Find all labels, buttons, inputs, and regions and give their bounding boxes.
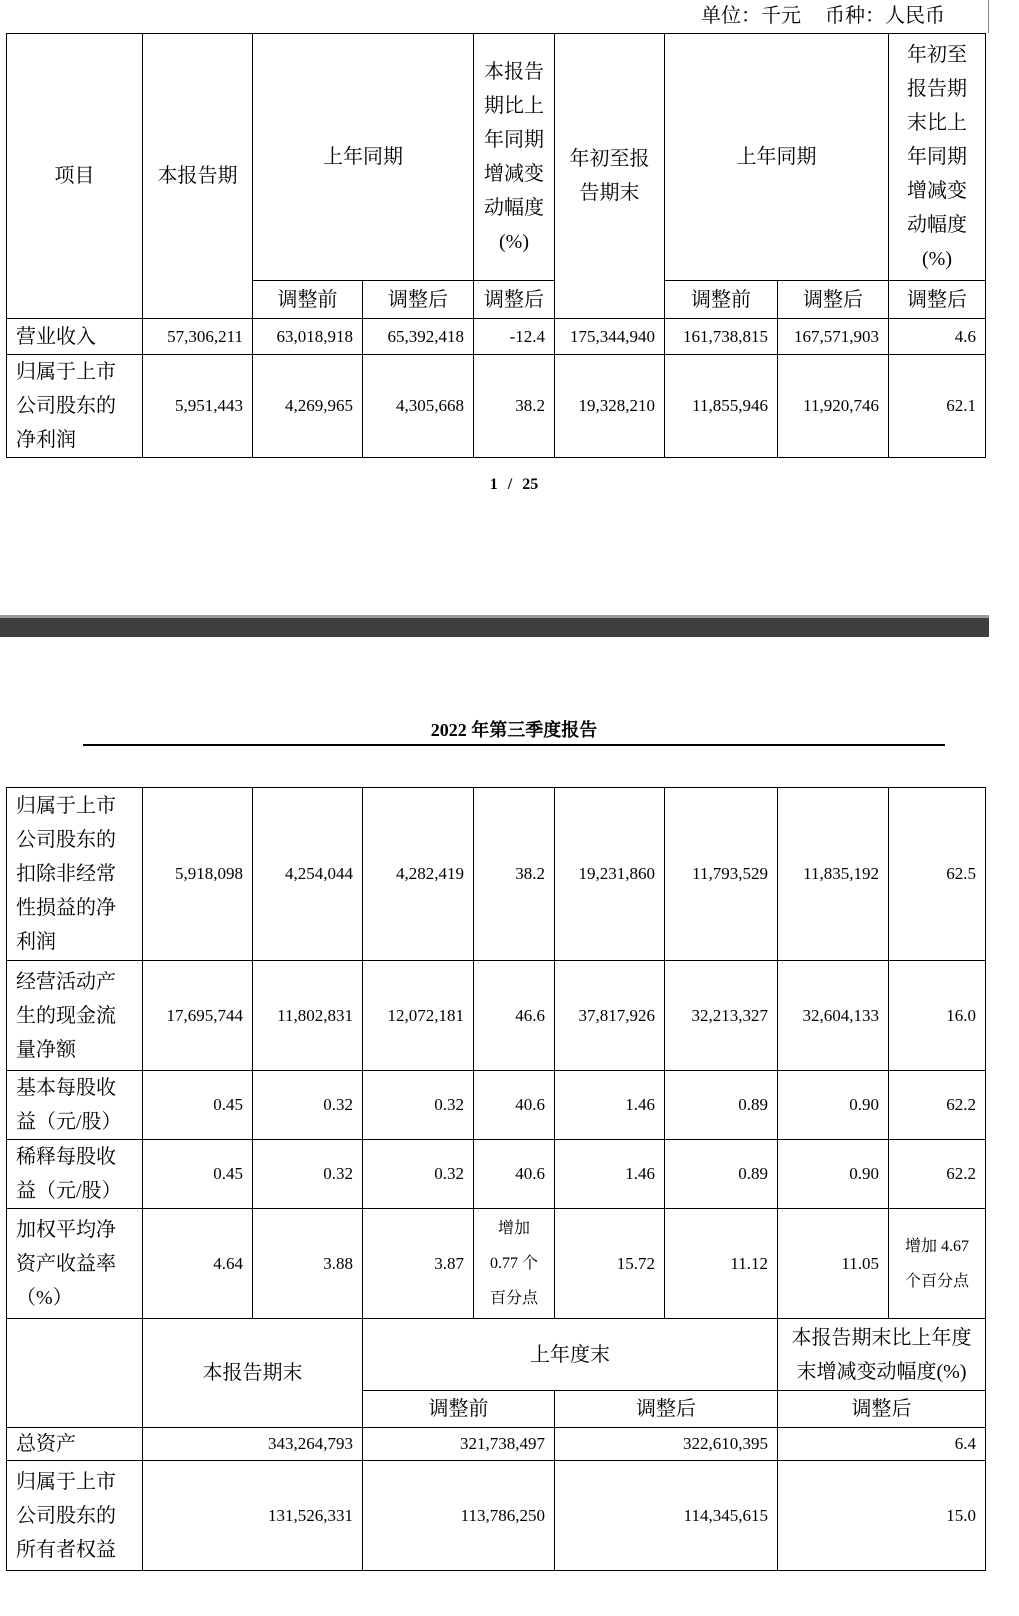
header-period-end-change: 本报告期末比上年度 末增减变动幅度(%) <box>778 1319 986 1391</box>
page-edge <box>988 0 989 33</box>
currency-label: 币种：人民币 <box>825 5 945 27</box>
value-cell: 4.6 <box>889 319 986 355</box>
table-row <box>7 961 986 1071</box>
sub-header-before-adjustment: 调整前 <box>665 281 778 319</box>
table-row <box>7 355 986 458</box>
header-current-period: 本报告期 <box>143 34 253 319</box>
value-cell: 63,018,918 <box>253 319 363 355</box>
value-cell: 161,738,815 <box>665 319 778 355</box>
header-prior-year-end: 上年度末 <box>363 1319 778 1391</box>
value-cell: 0.32 <box>363 1071 474 1140</box>
row-label: 归属于上市 公司股东的 扣除非经常 性损益的净 利润 <box>7 788 143 961</box>
value-cell: 38.2 <box>474 788 555 961</box>
value-cell: 4,269,965 <box>253 355 363 458</box>
row-label: 经营活动产 生的现金流 量净额 <box>7 961 143 1071</box>
table-row <box>7 1428 986 1461</box>
sub-header-after-adjustment: 调整后 <box>363 281 474 319</box>
value-cell: 40.6 <box>474 1071 555 1140</box>
table-row <box>7 1140 986 1209</box>
header-row <box>7 34 986 281</box>
row-label: 加权平均净 资产收益率 （%） <box>7 1209 143 1319</box>
header-item: 项目 <box>7 34 143 319</box>
table-row <box>7 1071 986 1140</box>
value-cell: 62.2 <box>889 1140 986 1209</box>
value-cell: 38.2 <box>474 355 555 458</box>
page-number: 1 / 25 <box>489 476 539 493</box>
report-title: 2022 年第三季度报告 <box>430 720 598 740</box>
value-cell: 1.46 <box>555 1140 665 1209</box>
value-cell: 37,817,926 <box>555 961 665 1071</box>
value-cell: 62.1 <box>889 355 986 458</box>
value-cell: 0.89 <box>665 1071 778 1140</box>
value-cell: 5,951,443 <box>143 355 253 458</box>
value-cell: 0.90 <box>778 1071 889 1140</box>
table-row <box>7 319 986 355</box>
value-cell: 40.6 <box>474 1140 555 1209</box>
row-label: 总资产 <box>7 1428 143 1461</box>
value-cell: 0.90 <box>778 1140 889 1209</box>
value-cell: 19,231,860 <box>555 788 665 961</box>
value-cell: 32,213,327 <box>665 961 778 1071</box>
value-cell: 62.2 <box>889 1071 986 1140</box>
header-current-change: 本报告 期比上 年同期 增减变 动幅度 (%) <box>474 34 555 281</box>
value-cell: 4,305,668 <box>363 355 474 458</box>
value-cell: 4,254,044 <box>253 788 363 961</box>
value-cell: 0.32 <box>253 1071 363 1140</box>
row-label: 营业收入 <box>7 319 143 355</box>
value-cell: 46.6 <box>474 961 555 1071</box>
value-cell: 0.32 <box>363 1140 474 1209</box>
value-cell: 3.87 <box>363 1209 474 1319</box>
value-cell: 322,610,395 <box>555 1428 778 1461</box>
sub-header-after-adjustment: 调整后 <box>474 281 555 319</box>
title-underline <box>83 744 945 746</box>
header-prior-ytd: 上年同期 <box>665 34 889 281</box>
value-cell: 0.45 <box>143 1140 253 1209</box>
balance-header-blank <box>7 1319 143 1428</box>
value-cell: 11,793,529 <box>665 788 778 961</box>
header-ytd: 年初至报 告期末 <box>555 34 665 319</box>
value-cell: 4.64 <box>143 1209 253 1319</box>
value-cell: 11,802,831 <box>253 961 363 1071</box>
value-cell: 5,918,098 <box>143 788 253 961</box>
unit-label: 单位：千元 <box>701 5 801 27</box>
key-financial-data-table-part1 <box>6 33 986 458</box>
table-row <box>7 788 986 961</box>
value-cell: 3.88 <box>253 1209 363 1319</box>
value-cell: 11,855,946 <box>665 355 778 458</box>
row-label: 稀释每股收 益（元/股） <box>7 1140 143 1209</box>
sub-header-before-adjustment: 调整前 <box>253 281 363 319</box>
value-cell: 11.12 <box>665 1209 778 1319</box>
value-cell: 11.05 <box>778 1209 889 1319</box>
table-row <box>7 1461 986 1571</box>
value-cell: 12,072,181 <box>363 961 474 1071</box>
value-cell: 57,306,211 <box>143 319 253 355</box>
header-prior-same-period: 上年同期 <box>253 34 474 281</box>
value-cell: 0.45 <box>143 1071 253 1140</box>
value-cell: 15.72 <box>555 1209 665 1319</box>
value-cell: 19,328,210 <box>555 355 665 458</box>
header-ytd-change: 年初至 报告期 末比上 年同期 增减变 动幅度 (%) <box>889 34 986 281</box>
value-cell: 321,738,497 <box>363 1428 555 1461</box>
value-cell: 17,695,744 <box>143 961 253 1071</box>
page-separator <box>0 615 989 637</box>
value-cell: 175,344,940 <box>555 319 665 355</box>
header-period-end: 本报告期末 <box>143 1319 363 1428</box>
value-cell: 131,526,331 <box>143 1461 363 1571</box>
value-cell: 32,604,133 <box>778 961 889 1071</box>
value-cell: 16.0 <box>889 961 986 1071</box>
row-label: 基本每股收 益（元/股） <box>7 1071 143 1140</box>
value-cell: 167,571,903 <box>778 319 889 355</box>
value-cell: -12.4 <box>474 319 555 355</box>
value-cell: 114,345,615 <box>555 1461 778 1571</box>
sub-header-before-adjustment: 调整前 <box>363 1391 555 1428</box>
value-cell: 343,264,793 <box>143 1428 363 1461</box>
sub-header-after-adjustment: 调整后 <box>778 281 889 319</box>
value-cell: 4,282,419 <box>363 788 474 961</box>
value-cell: 增加 0.77 个 百分点 <box>474 1209 555 1319</box>
value-cell: 0.89 <box>665 1140 778 1209</box>
balance-header-row <box>7 1319 986 1391</box>
sub-header-after-adjustment: 调整后 <box>555 1391 778 1428</box>
sub-header-after-adjustment: 调整后 <box>778 1391 986 1428</box>
value-cell: 增加 4.67 个百分点 <box>889 1209 986 1319</box>
value-cell: 15.0 <box>778 1461 986 1571</box>
row-label: 归属于上市 公司股东的 所有者权益 <box>7 1461 143 1571</box>
key-financial-data-table-part2 <box>6 787 986 1571</box>
value-cell: 1.46 <box>555 1071 665 1140</box>
value-cell: 11,920,746 <box>778 355 889 458</box>
value-cell: 0.32 <box>253 1140 363 1209</box>
value-cell: 11,835,192 <box>778 788 889 961</box>
row-label: 归属于上市 公司股东的 净利润 <box>7 355 143 458</box>
value-cell: 6.4 <box>778 1428 986 1461</box>
value-cell: 113,786,250 <box>363 1461 555 1571</box>
unit-currency-note <box>701 3 945 29</box>
value-cell: 62.5 <box>889 788 986 961</box>
table-row <box>7 1209 986 1319</box>
value-cell: 65,392,418 <box>363 319 474 355</box>
sub-header-after-adjustment: 调整后 <box>889 281 986 319</box>
